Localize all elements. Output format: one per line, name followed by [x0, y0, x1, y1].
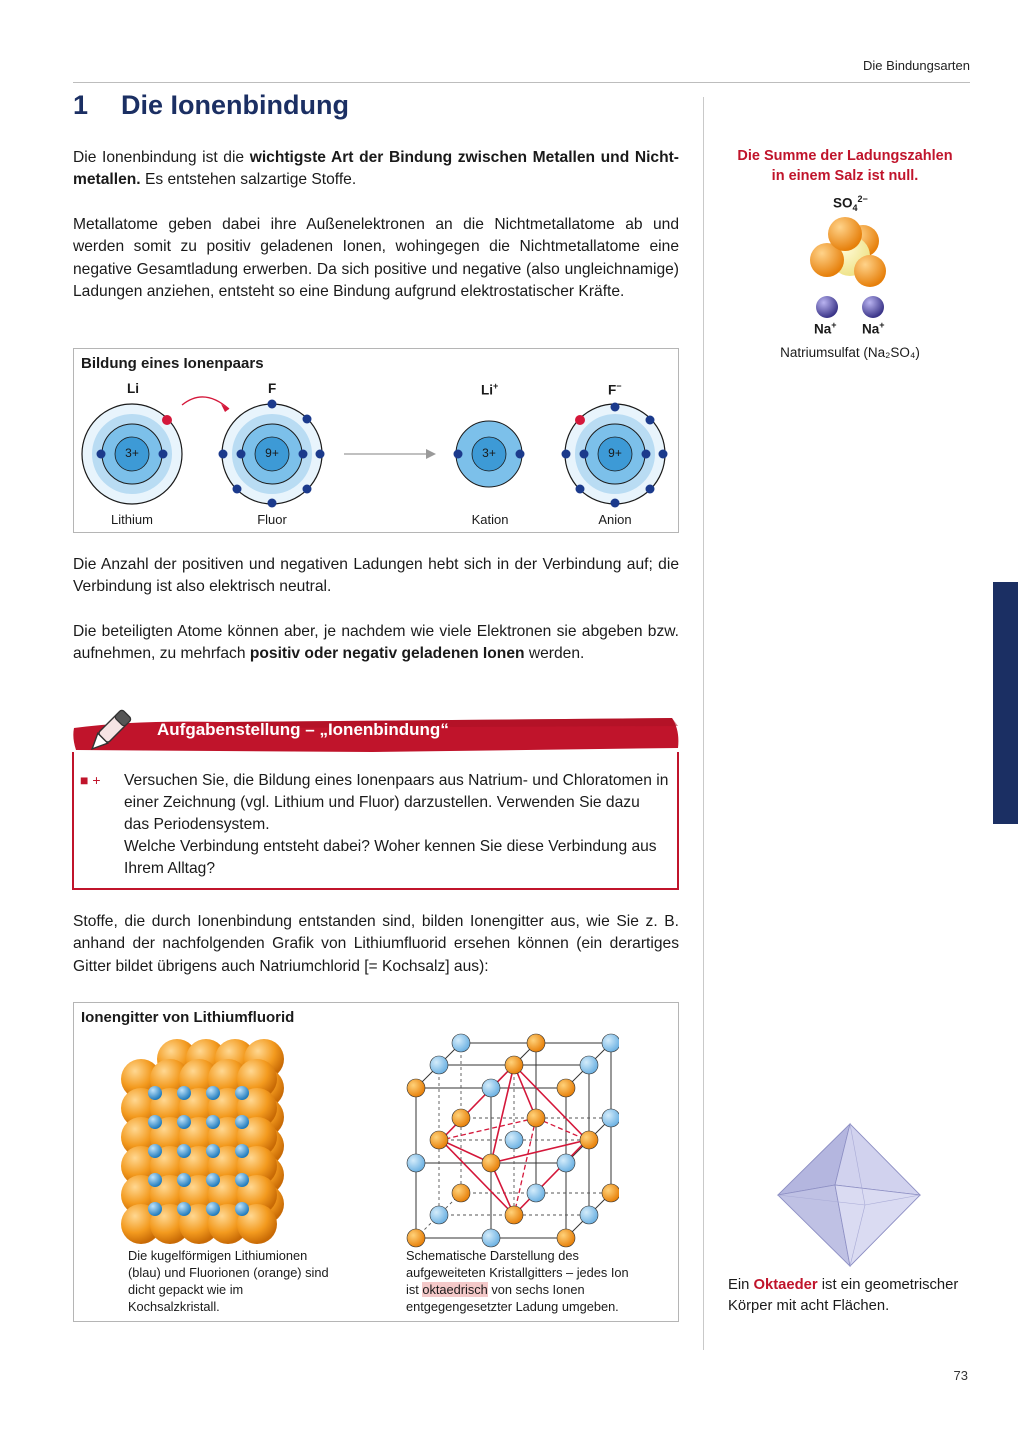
na-charge-1: +	[831, 320, 837, 330]
lithium-ion	[148, 1202, 162, 1216]
atom-symbol-f: F	[268, 381, 277, 396]
f-ion-charge: −	[616, 381, 622, 391]
octa-term: Oktaeder	[753, 1277, 818, 1293]
core-charge-f: 9+	[265, 446, 279, 460]
crystal-lattice-schematic	[399, 1025, 619, 1250]
core-charge-li-ion: 3+	[482, 446, 496, 460]
sodium-sulfate-model	[800, 212, 900, 322]
lithium-ion	[235, 1115, 249, 1129]
chapter-tab-marker	[993, 582, 1018, 824]
task-bullet-symbol: ■ +	[80, 772, 101, 788]
lattice-title: Ionengitter von Lithiumfluorid	[81, 1009, 295, 1026]
f-ion-symbol: F	[608, 382, 617, 398]
task-bullet-marker	[80, 772, 101, 788]
lithium-ion	[235, 1144, 249, 1158]
caption-highlight-oktaedrisch: oktaedrisch	[422, 1282, 488, 1297]
label-anion: Anion	[598, 512, 632, 527]
lithium-ion	[177, 1173, 191, 1187]
li-ion-symbol: Li	[481, 382, 493, 398]
lithium-ion	[206, 1173, 220, 1187]
para4-text: Die beteiligten Atome können aber, je nachdem wie viele Elektronen sie abgeben bzw. aufnehmen, zu mehrfach	[73, 623, 679, 663]
lithium-ion	[235, 1173, 249, 1187]
sulfate-subscript: 4	[852, 203, 858, 214]
paragraph-ion-lattice: Stoffe, die durch Ionenbindung entstanden sind, bilden Ionengitter aus, wie Sie z. B. anhand der nachfolgenden Grafik von Lithiumfluorid ersehen können (ein derartiges Gitter bildet übrigens auch Natriumchlorid [= Kochsalz] aus):	[73, 913, 679, 975]
sidebar-note	[720, 146, 970, 186]
para4-bold: positiv oder negativ geladenen Ionen	[249, 645, 525, 663]
lithium-ion	[206, 1202, 220, 1216]
header-rule	[73, 82, 970, 83]
sulfate-charge: 2−	[857, 194, 868, 204]
column-divider	[703, 97, 704, 1350]
lattice-caption-left: Die kugelförmigen Lithiumionen (blau) und Fluorionen (orange) sind dicht gepackt wie im Kochsalzkristall.	[128, 1248, 329, 1314]
ion-pair-diagram	[74, 349, 678, 532]
lithium-ion	[148, 1115, 162, 1129]
intro-text: Die Ionenbindung ist die	[73, 149, 250, 166]
task-line-2: Welche Verbindung entsteht dabei? Woher kennen Sie diese Verbindung aus Ihrem Alltag?	[124, 838, 657, 877]
task-text	[124, 770, 669, 880]
octahedron-figure	[770, 1120, 930, 1270]
sodium-sulfate-caption: Natriumsulfat (Na₂SO₄)	[780, 345, 920, 360]
lithium-ion	[206, 1115, 220, 1129]
intro-text-end: Es entstehen salzartige Stoffe.	[140, 171, 357, 189]
sidebar-note-line-2: in einem Salz ist null.	[771, 168, 919, 184]
page-number: 73	[953, 1368, 968, 1383]
task-title: Aufgabenstellung – „Ionenbindung“	[157, 720, 449, 739]
caption-right-text: Schematische Darstellung des aufgeweiteten Kristallgitters – jedes Ion ist	[406, 1248, 629, 1297]
na-charge-2: +	[879, 320, 885, 330]
sodium-label-2	[862, 320, 885, 337]
intro-bold: wichtigste Art der Bindung zwischen Metallen und Nicht-metallen.	[73, 149, 679, 189]
task-line-1: Versuchen Sie, die Bildung eines Ionenpaars aus Natrium- und Chloratomen in einer Zeichnung (vgl. Lithium und Fluor) darzustellen. Verwenden Sie dazu das Periodensystem.	[124, 772, 669, 833]
lithium-ion	[235, 1086, 249, 1100]
lattice-caption-right	[406, 1247, 636, 1315]
chapter-heading	[73, 90, 349, 121]
core-charge-li: 3+	[125, 446, 139, 460]
para4-text-end: werden.	[524, 645, 585, 663]
paragraph-electrons: Metallatome geben dabei ihre Außenelektronen an die Nichtmetallatome ab und werden somit zu positiv geladenen Ionen, wohingegen die Nichtmetallatome eine negative Gesamtladung erwerben. Da sich positive und negative (also ungleichnamige) Ladungen anziehen, entsteht so eine Bindung aufgrund elektrostatischer Kräfte.	[73, 216, 679, 301]
lattice-figure	[73, 1002, 679, 1322]
label-lithium: Lithium	[111, 512, 153, 527]
close-packing-diagram	[119, 1031, 329, 1249]
sodium-label-1	[814, 320, 837, 337]
lithium-ion	[148, 1144, 162, 1158]
paragraph-neutral: Die Anzahl der positiven und negativen Ladungen hebt sich in der Verbindung auf; die Verbindung ist also elektrisch neutral.	[73, 556, 679, 596]
lithium-ion	[206, 1086, 220, 1100]
na-symbol-1: Na	[814, 321, 832, 337]
lithium-ion	[177, 1202, 191, 1216]
na-symbol-2: Na	[862, 321, 880, 337]
sidebar-note-line-1: Die Summe der Ladungszahlen	[737, 148, 953, 164]
chapter-number: 1	[73, 90, 89, 120]
lithium-ion	[148, 1086, 162, 1100]
core-charge-f-ion: 9+	[608, 446, 622, 460]
lithium-ion	[148, 1173, 162, 1187]
caption-right-text-end: von sechs Ionen entgegengesetzter Ladung umgeben.	[406, 1282, 619, 1314]
lithium-ion	[177, 1086, 191, 1100]
label-kation: Kation	[471, 512, 509, 527]
li-ion-charge: +	[493, 381, 499, 391]
octahedron-caption	[728, 1275, 978, 1317]
atom-symbol-f-ion	[608, 381, 622, 398]
lithium-ion	[206, 1144, 220, 1158]
lithium-ion	[177, 1115, 191, 1129]
ion-pair-figure	[73, 348, 679, 533]
octa-prefix: Ein	[728, 1277, 754, 1293]
lithium-ion	[177, 1144, 191, 1158]
running-header: Die Bindungsarten	[863, 58, 970, 73]
intro-paragraph	[73, 147, 679, 192]
label-fluor: Fluor	[257, 512, 287, 527]
atom-symbol-li: Li	[127, 381, 139, 396]
paragraph-multiple-charges	[73, 621, 679, 666]
chapter-title: Die Ionenbindung	[121, 90, 349, 120]
sulfate-label	[833, 194, 868, 213]
atom-symbol-li-ion	[481, 381, 498, 398]
lithium-ion	[235, 1202, 249, 1216]
octa-suffix: ist ein geometrischer Körper mit acht Flächen.	[728, 1277, 959, 1314]
ion-pair-title: Bildung eines Ionenpaars	[81, 355, 264, 372]
sulfate-formula: SO	[833, 195, 853, 211]
